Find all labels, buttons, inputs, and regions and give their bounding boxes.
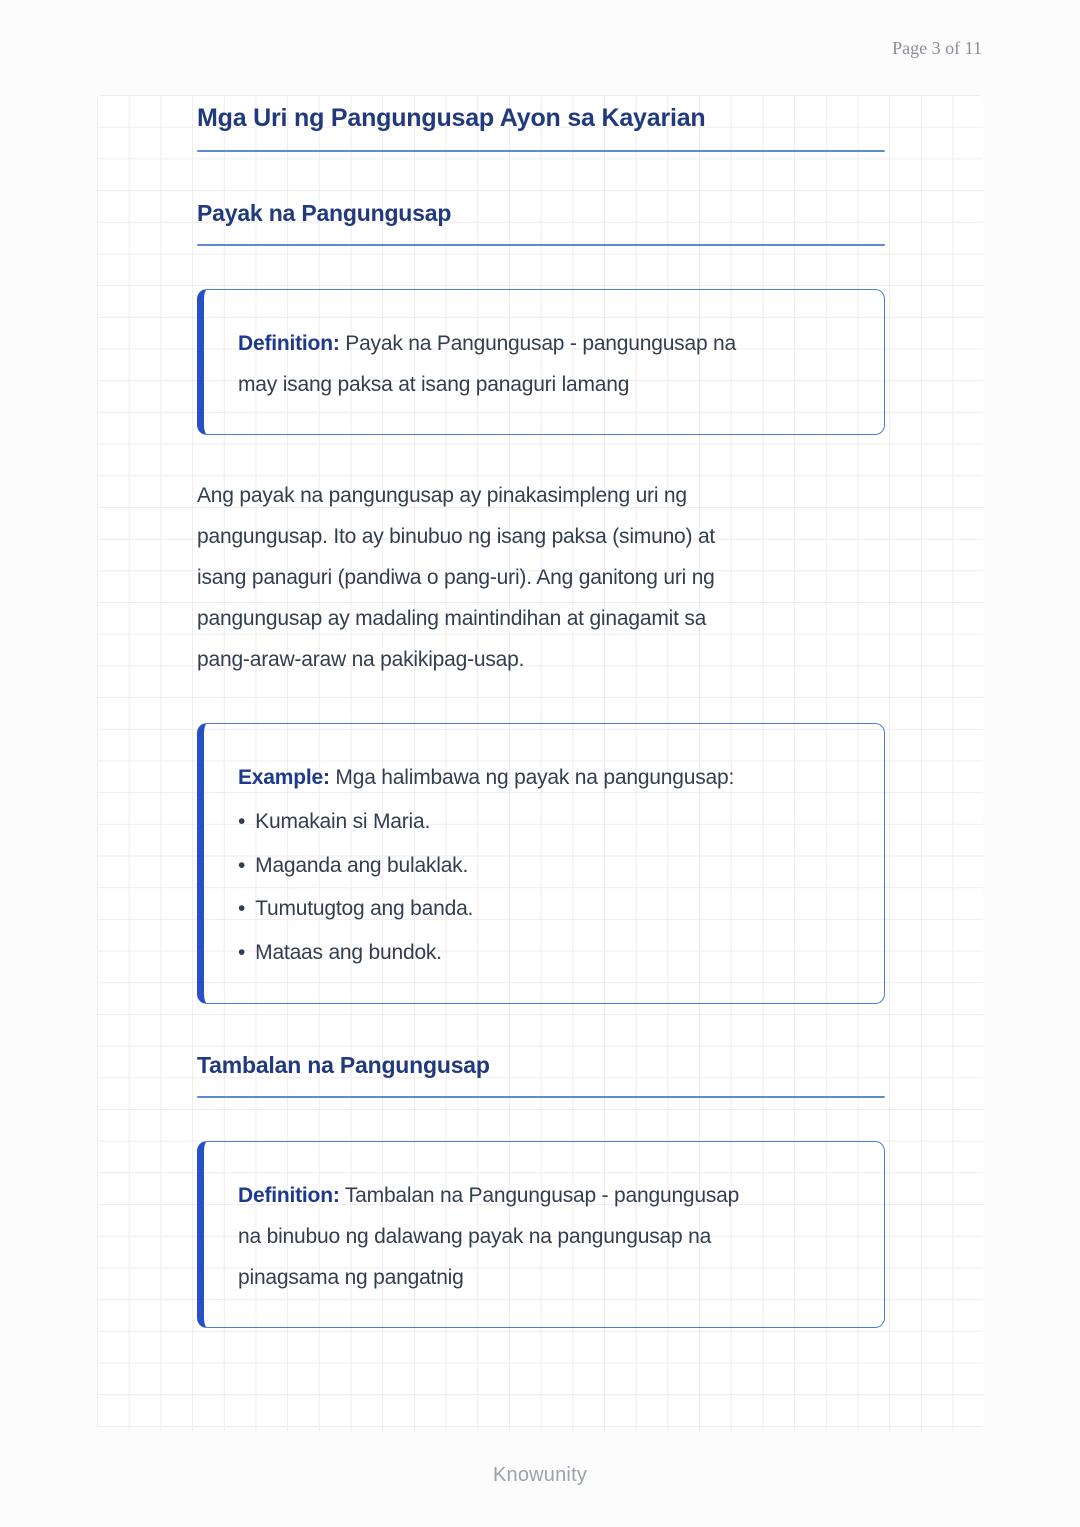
- definition-text-payak: [238, 323, 746, 405]
- section-divider-payak: [197, 244, 885, 246]
- page-number-indicator: Page 3 of 11: [892, 38, 982, 58]
- example-intro: Mga halimbawa ng payak na pangungusap:: [329, 766, 735, 789]
- definition-label: Definition:: [238, 332, 340, 355]
- brand-footer: Knowunity: [492, 1464, 588, 1486]
- section-divider-tambalan: [197, 1096, 885, 1098]
- list-item: • Maganda ang bulaklak.: [238, 844, 836, 888]
- definition-body: Tambalan na Pangungusap - pangungusap na binubuo ng dalawang payak na pangungusap na pinagsama ng pangatnig: [238, 1184, 740, 1289]
- list-item: • Mataas ang bundok.: [238, 931, 836, 975]
- definition-card-payak: [197, 289, 885, 435]
- definition-text-tambalan: [238, 1175, 746, 1298]
- title-divider: [197, 150, 885, 152]
- definition-label: Definition:: [238, 1184, 340, 1207]
- example-list: [238, 800, 836, 974]
- definition-body: Payak na Pangungusap - pangungusap na may isang paksa at isang panaguri lamang: [238, 332, 737, 396]
- explanatory-paragraph: Ang payak na pangungusap ay pinakasimpleng uri ng pangungusap. Ito ay binubuo ng isang paksa (simuno) at isang panaguri (pandiwa o pang-uri). Ang ganitong uri ng pangungusap ay madaling maintindihan at ginagamit sa pang-araw-araw na pakikipag-usap.: [197, 484, 716, 671]
- list-item: • Kumakain si Maria.: [238, 800, 836, 844]
- definition-card-tambalan: [197, 1141, 885, 1328]
- example-intro-line: [238, 757, 836, 798]
- section-heading-payak: Payak na Pangungusap: [197, 200, 452, 226]
- notes-sheet: [97, 95, 983, 1431]
- doc-title: Mga Uri ng Pangungusap Ayon sa Kayarian: [197, 104, 706, 132]
- example-card-payak: [197, 723, 885, 1004]
- list-item: • Tumutugtog ang banda.: [238, 887, 836, 931]
- example-label: Example:: [238, 766, 330, 789]
- section-heading-tambalan: Tambalan na Pangungusap: [197, 1052, 490, 1078]
